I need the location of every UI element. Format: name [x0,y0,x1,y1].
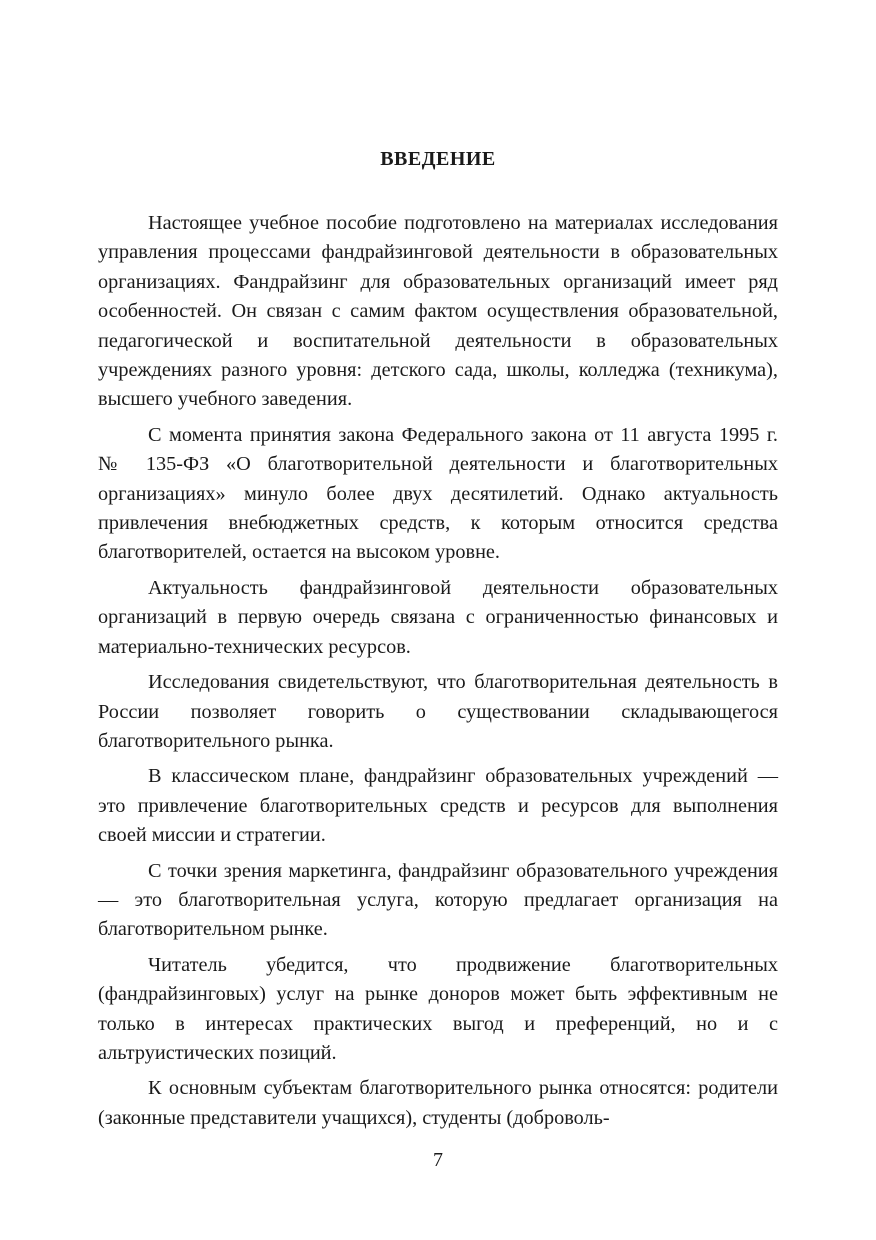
section-heading: ВВЕДЕНИЕ [380,148,496,170]
paragraph: Актуальность фандрайзинговой деятельности образовательных организаций в первую очередь связана с ограниченностью финансовых и материально-технических ресурсов. [98,576,778,658]
body-text [98,209,778,1139]
paragraph: Настоящее учебное пособие подготовлено на материалах исследования управления процессами фандрайзинговой деятельности в образовательных организациях. Фандрайзинг для образовательных организаций имеет ряд особенностей. Он связан с самим фактом осуществления образовательной, педагогической и воспитательной деятельности в образовательных учреждениях разного уровня: детского сада, школы, колледжа (техникума), высшего учебного заведения. [98,212,778,411]
page-number: 7 [433,1149,443,1171]
paragraph: Читатель убедится, что продвижение благотворительных (фандрайзинговых) услуг на рынке доноров может быть эффективным не только в интересах практических выгод и преференций, но и с альтруистических позиций. [98,953,778,1064]
paragraph: В классическом плане, фандрайзинг образовательных учреждений — это привлечение благотворительных средств и ресурсов для выполнения своей миссии и стратегии. [98,765,778,847]
paragraph: С точки зрения маркетинга, фандрайзинг образовательного учреждения — это благотворительная услуга, которую предлагает организация на благотворительном рынке. [98,859,778,941]
paragraph: К основным субъектам благотворительного рынка относятся: родители (законные представители учащихся), студенты (доброволь- [98,1077,778,1129]
paragraph: Исследования свидетельствуют, что благотворительная деятельность в России позволяет говорить о существовании складывающегося благотворительного рынка. [98,671,778,752]
paragraph: С момента принятия закона Федерального закона от 11 августа 1995 г. № 135-ФЗ «О благотворительной деятельности и благотворительных организациях» минуло более двух десятилетий. Однако актуальность привлечения внебюджетных средств, к которым относится средства благотворителей, остается на высоком уровне. [98,423,778,564]
